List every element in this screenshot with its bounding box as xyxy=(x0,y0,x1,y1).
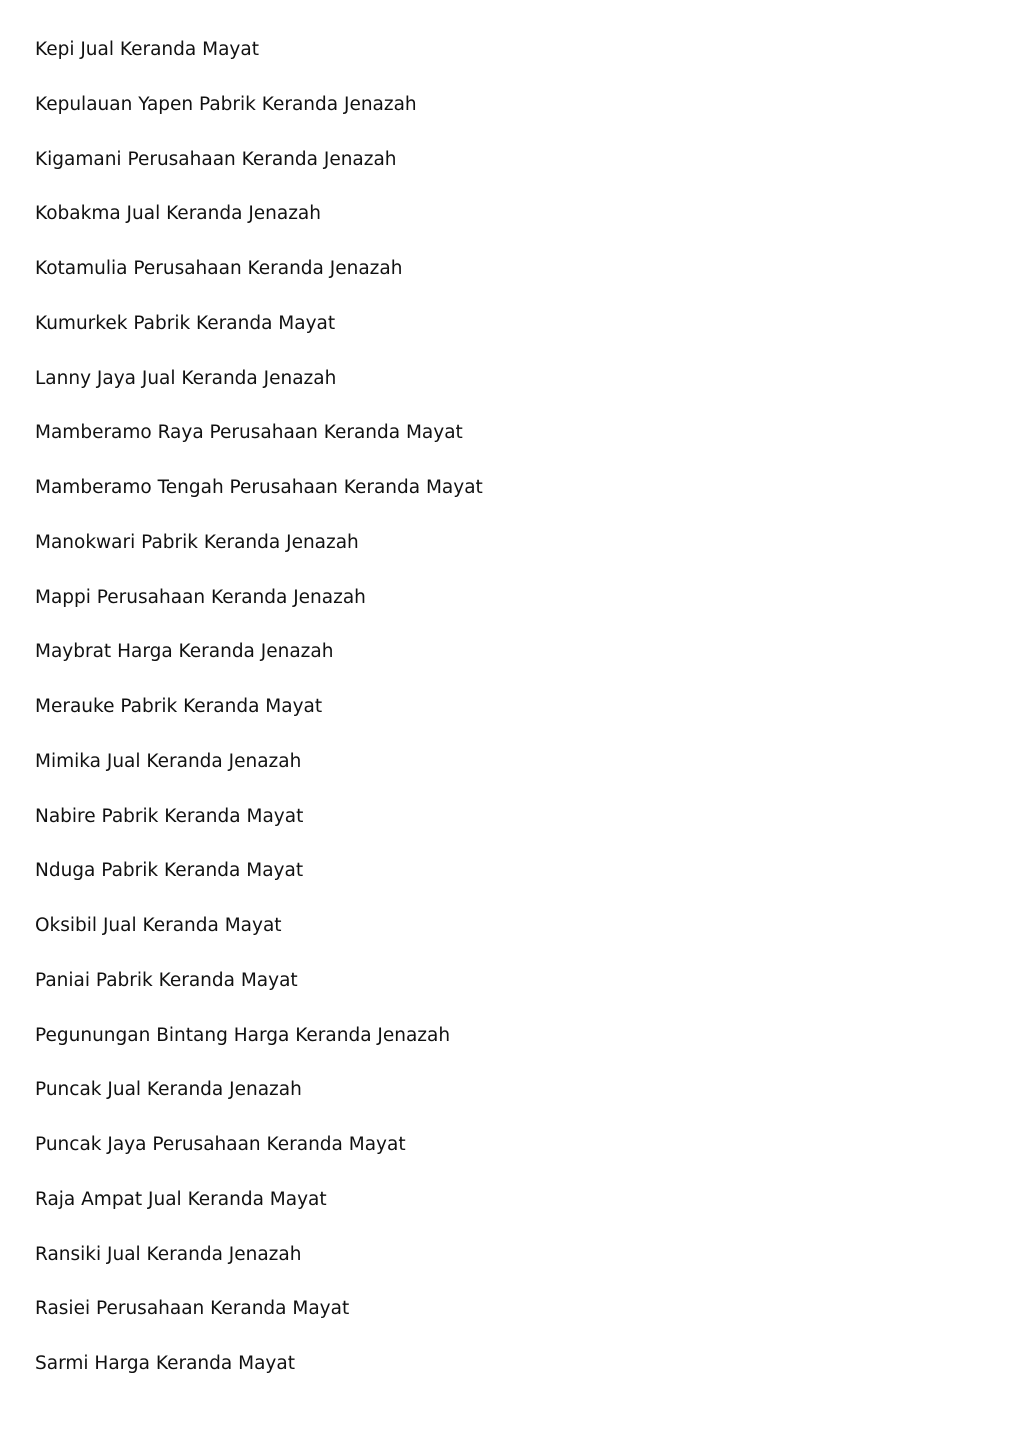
text-line: Raja Ampat Jual Keranda Mayat xyxy=(35,1188,327,1210)
text-line: Mappi Perusahaan Keranda Jenazah xyxy=(35,586,366,608)
text-line: Kepulauan Yapen Pabrik Keranda Jenazah xyxy=(35,93,417,115)
text-line: Pegunungan Bintang Harga Keranda Jenazah xyxy=(35,1024,451,1046)
text-line: Kobakma Jual Keranda Jenazah xyxy=(35,203,321,225)
text-line: Maybrat Harga Keranda Jenazah xyxy=(35,641,334,663)
text-line: Mimika Jual Keranda Jenazah xyxy=(35,750,302,772)
text-line: Merauke Pabrik Keranda Mayat xyxy=(35,696,323,717)
text-line: Oksibil Jual Keranda Mayat xyxy=(35,915,282,936)
text-line: Paniai Pabrik Keranda Mayat xyxy=(35,969,298,991)
text-line: Puncak Jaya Perusahaan Keranda Mayat xyxy=(35,1134,406,1155)
text-line: Ransiki Jual Keranda Jenazah xyxy=(35,1243,302,1265)
text-line: Mamberamo Tengah Perusahaan Keranda Mayat xyxy=(35,477,483,498)
text-line: Kumurkek Pabrik Keranda Mayat xyxy=(35,312,336,334)
text-line: Nabire Pabrik Keranda Mayat xyxy=(35,805,304,827)
text-line: Lanny Jaya Jual Keranda Jenazah xyxy=(35,367,337,389)
text-line: Kotamulia Perusahaan Keranda Jenazah xyxy=(35,258,403,279)
text-line: Mamberamo Raya Perusahaan Keranda Mayat xyxy=(35,422,463,444)
text-line: Puncak Jual Keranda Jenazah xyxy=(35,1079,302,1101)
text-line: Nduga Pabrik Keranda Mayat xyxy=(35,860,304,882)
text-line: Sarmi Harga Keranda Mayat xyxy=(35,1353,295,1374)
document-page xyxy=(35,35,995,1404)
text-line: Kigamani Perusahaan Keranda Jenazah xyxy=(35,148,397,170)
text-line: Rasiei Perusahaan Keranda Mayat xyxy=(35,1298,350,1320)
text-line: Kepi Jual Keranda Mayat xyxy=(35,39,259,60)
text-line: Manokwari Pabrik Keranda Jenazah xyxy=(35,531,359,553)
